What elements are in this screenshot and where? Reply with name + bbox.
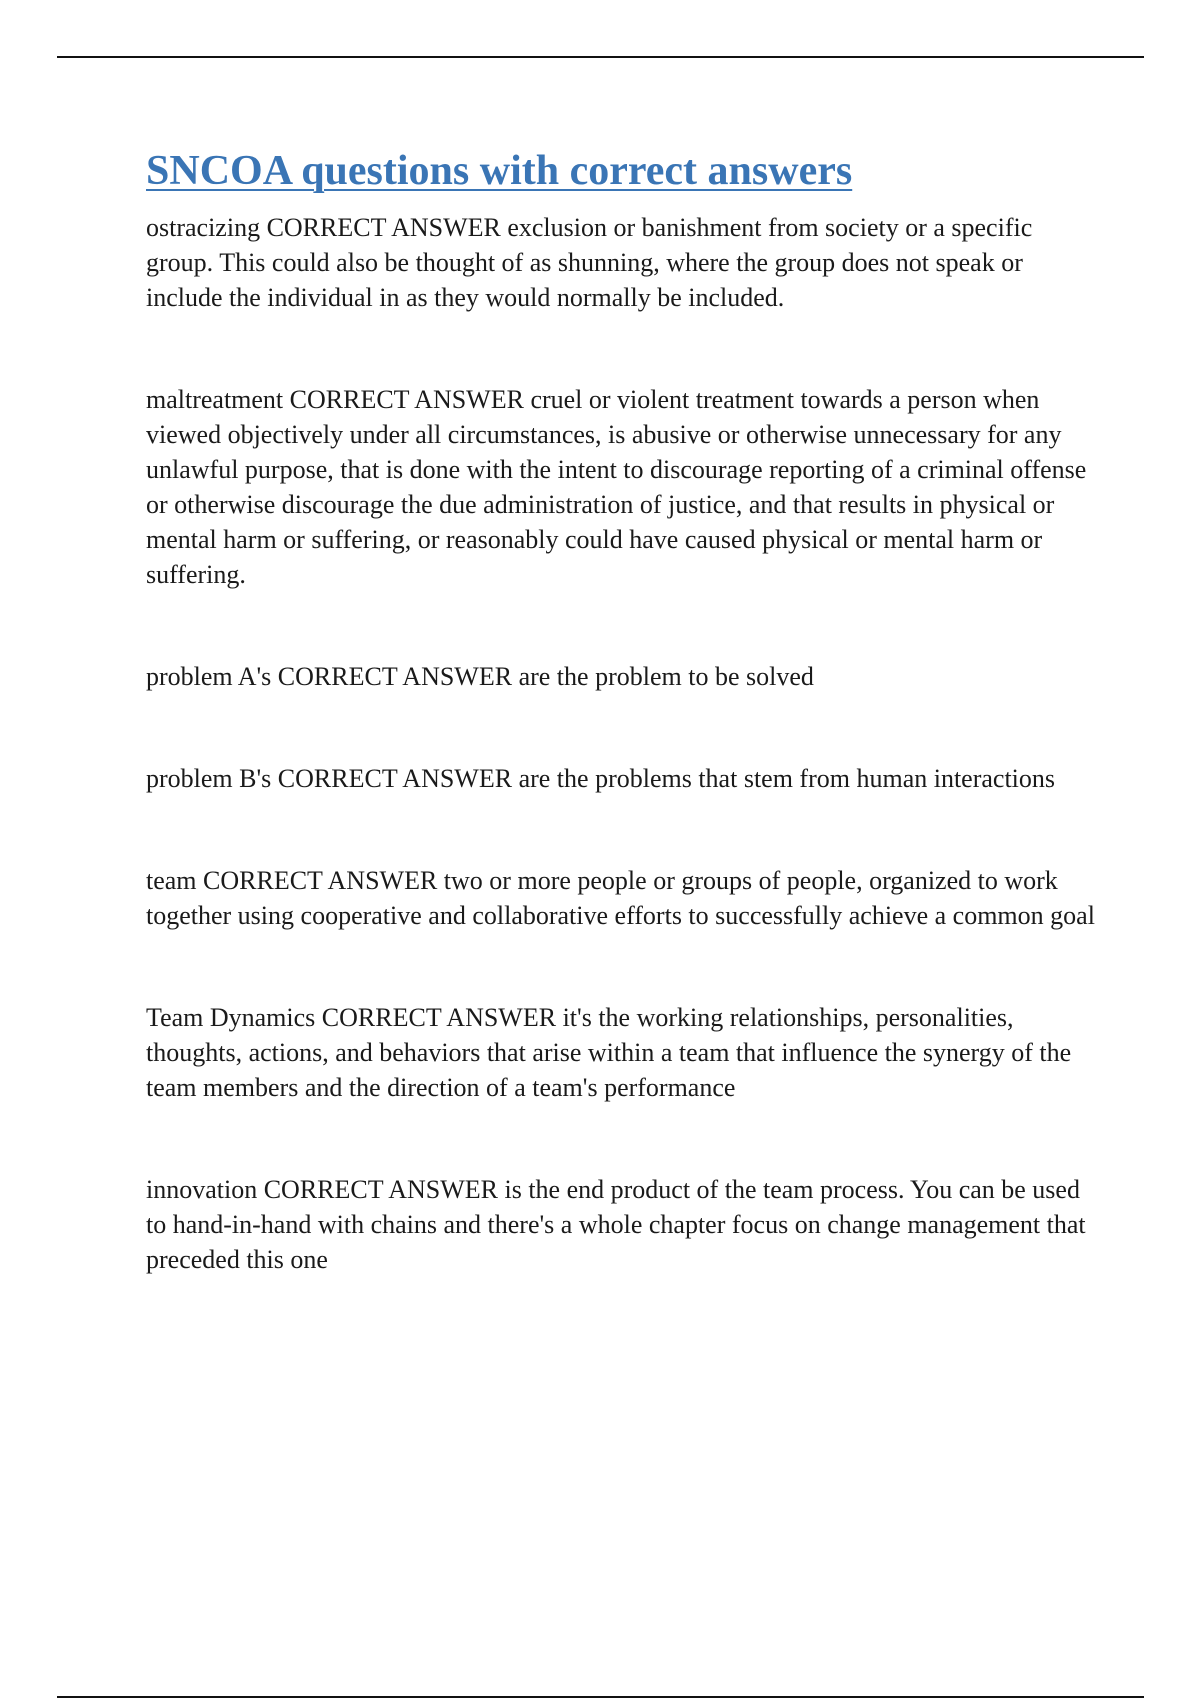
header-rule [57, 56, 1144, 58]
qa-item-team-dynamics: Team Dynamics CORRECT ANSWER it's the working relationships, personalities, thoughts, actions, and behaviors that arise within a team that influence the synergy of the team members and the direction of a team's performance [146, 1003, 1072, 1102]
qa-item-ostracizing: ostracizing CORRECT ANSWER exclusion or banishment from society or a specific group. This could also be thought of as shunning, where the group does not speak or include the individual in as they would normally be included. [146, 213, 1033, 312]
qa-list [146, 210, 1096, 1277]
qa-item-problem-b: problem B's CORRECT ANSWER are the problems that stem from human interactions [146, 764, 1056, 793]
page-title: SNCOA questions with correct answers [146, 148, 853, 194]
qa-item-maltreatment: maltreatment CORRECT ANSWER cruel or violent treatment towards a person when viewed objectively under all circumstances, is abusive or otherwise unnecessary for any unlawful purpose, that is done with the intent to discourage reporting of a criminal offense or otherwise discourage the due administration of justice, and that results in physical or mental harm or suffering, or reasonably could have caused physical or mental harm or suffering. [146, 385, 1087, 589]
footer-rule [57, 1696, 1144, 1698]
qa-item-innovation: innovation CORRECT ANSWER is the end product of the team process. You can be used to hand-in-hand with chains and there's a whole chapter focus on change management that preceded this one [146, 1175, 1086, 1274]
qa-item-problem-a: problem A's CORRECT ANSWER are the problem to be solved [146, 662, 814, 691]
document-body [146, 142, 1096, 1277]
qa-item-team: team CORRECT ANSWER two or more people or groups of people, organized to work together using cooperative and collaborative efforts to successfully achieve a common goal [146, 866, 1095, 930]
